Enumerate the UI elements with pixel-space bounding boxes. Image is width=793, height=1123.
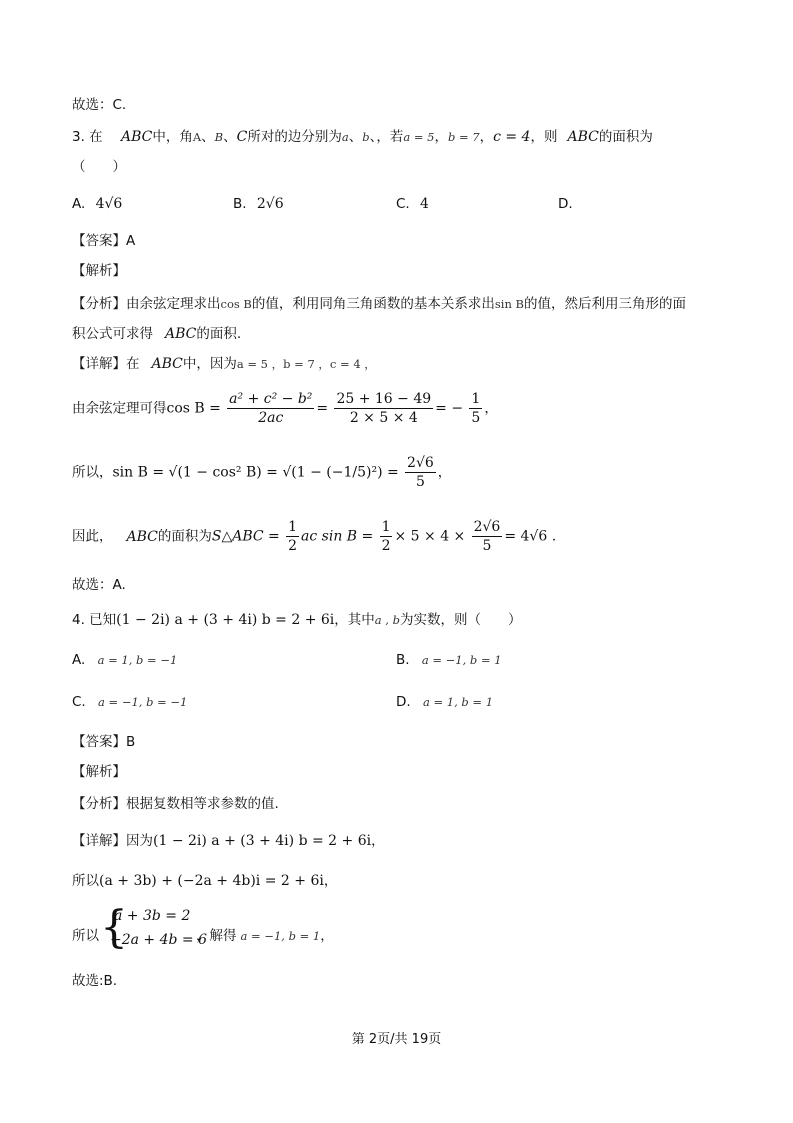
q3-number: 3. 在 [72, 129, 103, 145]
cos-b: cos B [220, 297, 252, 311]
numerator: 2√6 [407, 455, 434, 471]
q4-analysis-heading: 【解析】 [72, 764, 126, 780]
result: = 4√6 . [504, 528, 557, 545]
sin-b: sin B [494, 297, 524, 311]
denominator: 2 [381, 538, 391, 554]
system-eq-2: −2a + 4b = 6 [110, 932, 208, 948]
option-value: a = 1, b = 1 [422, 695, 494, 709]
area-symbol: S△ABC = [211, 528, 280, 545]
q3-sep: 、 [201, 129, 215, 145]
fraction [286, 518, 299, 555]
q3-stem [72, 128, 653, 146]
q3-triangle-abc: ABC [120, 129, 153, 145]
option-label: A. [72, 652, 86, 668]
option-value: a = 1, b = −1 [97, 653, 178, 667]
q3-angle-c: C [236, 129, 248, 145]
q3-text: ，若 [376, 129, 404, 145]
denominator: 5 [482, 538, 492, 554]
equals-neg: = − [435, 400, 464, 417]
q3-sep: 、 [369, 129, 377, 145]
given-values: a = 5 ，b = 7 ，c = 4 ， [236, 357, 376, 371]
text: 【分析】由余弦定理求出 [72, 296, 221, 312]
q3-angle-b: B [214, 130, 224, 144]
q3-text: ，则 [530, 129, 558, 145]
text: 的值，然后利用三角形的面 [523, 296, 686, 312]
option-label: D. [396, 694, 411, 710]
q4-vars: a , b [374, 613, 400, 627]
fraction [334, 390, 433, 427]
text: ，解得 [196, 928, 237, 944]
text: ，其中 [334, 612, 375, 628]
text: ， [484, 400, 498, 417]
q3-text: 中，角 [152, 129, 193, 145]
sin-expression: sin B = √(1 − cos² B) = √(1 − (−1/5)²) = [112, 464, 399, 481]
fraction [469, 390, 482, 427]
q3-c-value: c = 4 [493, 129, 531, 145]
q3-analysis-heading: 【解析】 [72, 263, 126, 279]
q4-option-a [72, 652, 177, 668]
q3-cos-formula [72, 390, 498, 427]
q3-side-b: b [362, 130, 370, 144]
q3-conclusion: 故选：A. [72, 577, 126, 593]
option-value: 4 [420, 196, 429, 212]
q3-option-c [396, 196, 429, 212]
fraction [405, 454, 436, 491]
option-label: A. [72, 196, 86, 212]
q4-solve [196, 924, 334, 944]
expression: × 5 × 4 × [394, 528, 466, 545]
q4-detail-line [72, 832, 385, 850]
triangle-abc: ABC [165, 326, 197, 342]
text: 所以 [72, 873, 99, 889]
denominator: 5 [471, 410, 481, 426]
triangle-abc: ABC [151, 356, 183, 372]
text: 所以， [72, 464, 113, 481]
q3-b-value: b = 7 [447, 130, 480, 144]
q3-side-a: a [341, 130, 349, 144]
equals: = [316, 400, 329, 417]
text: 的面积为 [157, 528, 212, 545]
q4-conclusion: 故选:B. [72, 973, 118, 989]
q4-fenxi: 【分析】根据复数相等求参数的值. [72, 796, 279, 812]
page-footer: 第 2页/共 19页 [351, 1032, 442, 1047]
denominator: 2 × 5 × 4 [349, 410, 418, 426]
option-value: a = −1, b = 1 [421, 653, 502, 667]
q3-detail-line [72, 355, 376, 373]
numerator: a² + c² − b² [229, 391, 313, 407]
q4-so-line1 [72, 872, 337, 890]
denominator: 5 [415, 474, 425, 490]
q3-sep: 、 [348, 129, 363, 145]
numerator: 2√6 [473, 519, 501, 535]
option-label: B. [396, 652, 410, 668]
numerator: 1 [288, 519, 298, 535]
q3-fenxi-line1 [72, 295, 686, 313]
q4-option-d [396, 694, 493, 710]
q4-number: 4. 已知 [72, 612, 117, 628]
q3-angle-a: A [192, 130, 202, 144]
q3-sep: 、 [223, 129, 237, 145]
option-label: D. [558, 196, 573, 212]
numerator: 25 + 16 − 49 [336, 391, 432, 407]
text: 由余弦定理可得 [72, 400, 167, 417]
q3-sep: ， [434, 129, 448, 145]
q3-area-formula [72, 518, 556, 555]
denominator: 2ac [258, 410, 284, 426]
expression: ac sin B = [301, 528, 374, 545]
text: 的面积. [196, 326, 242, 342]
q4-so-prefix: 所以 [72, 928, 99, 944]
denominator: 2 [288, 538, 298, 554]
q4-stem [72, 611, 521, 629]
option-value: 2√6 [256, 196, 284, 212]
equation: (a + 3b) + (−2a + 4b)i = 2 + 6i [99, 873, 324, 889]
text: 【详解】在 [72, 356, 140, 372]
q3-paren: （ ） [72, 159, 126, 175]
q3-sin-formula [72, 454, 451, 491]
text: 因此， [72, 528, 113, 545]
q3-option-a [72, 196, 122, 212]
q3-option-d [558, 196, 573, 212]
q3-sep: ， [479, 129, 494, 145]
q3-text: 所对的边分别为 [247, 129, 342, 145]
fraction [380, 518, 393, 555]
cos-lhs: cos B = [166, 400, 221, 417]
text: 积公式可求得 [72, 326, 153, 342]
q4-option-b [396, 652, 502, 668]
q3-fenxi-line2 [72, 325, 241, 343]
option-value: a = −1, b = −1 [98, 695, 188, 709]
system-eq-1: a + 3b = 2 [114, 908, 191, 924]
q3-answer: 【答案】A [72, 233, 136, 249]
equation: (1 − 2i) a + (3 + 4i) b = 2 + 6i [153, 833, 372, 849]
text: 中，因为 [182, 356, 237, 372]
text: 为实数，则（ ） [399, 612, 522, 628]
brace-icon: { [100, 902, 128, 953]
solution: a = −1, b = 1 [240, 929, 321, 943]
text: ， [371, 833, 385, 849]
numerator: 1 [471, 391, 481, 407]
fraction [227, 390, 314, 427]
q2-conclusion: 故选：C. [72, 97, 127, 113]
q4-answer: 【答案】B [72, 734, 136, 750]
option-value: 4√6 [95, 196, 123, 212]
q4-option-c [72, 694, 187, 710]
triangle-abc: ABC [126, 528, 158, 545]
text: ， [323, 873, 338, 889]
q3-text: 的面积为 [598, 129, 653, 145]
q3-option-b [233, 196, 284, 212]
q3-triangle-abc: ABC [567, 129, 599, 145]
option-label: C. [72, 694, 86, 710]
text: 的值，利用同角三角函数的基本关系求出 [251, 296, 495, 312]
fraction [472, 518, 503, 555]
option-label: B. [233, 196, 247, 212]
text: 【详解】因为 [72, 833, 153, 849]
q3-a-value: a = 5 [403, 130, 435, 144]
text: ， [437, 464, 452, 481]
option-label: C. [396, 196, 410, 212]
text: ， [320, 928, 334, 944]
q4-equation: (1 − 2i) a + (3 + 4i) b = 2 + 6i [116, 612, 335, 628]
numerator: 1 [381, 519, 391, 535]
